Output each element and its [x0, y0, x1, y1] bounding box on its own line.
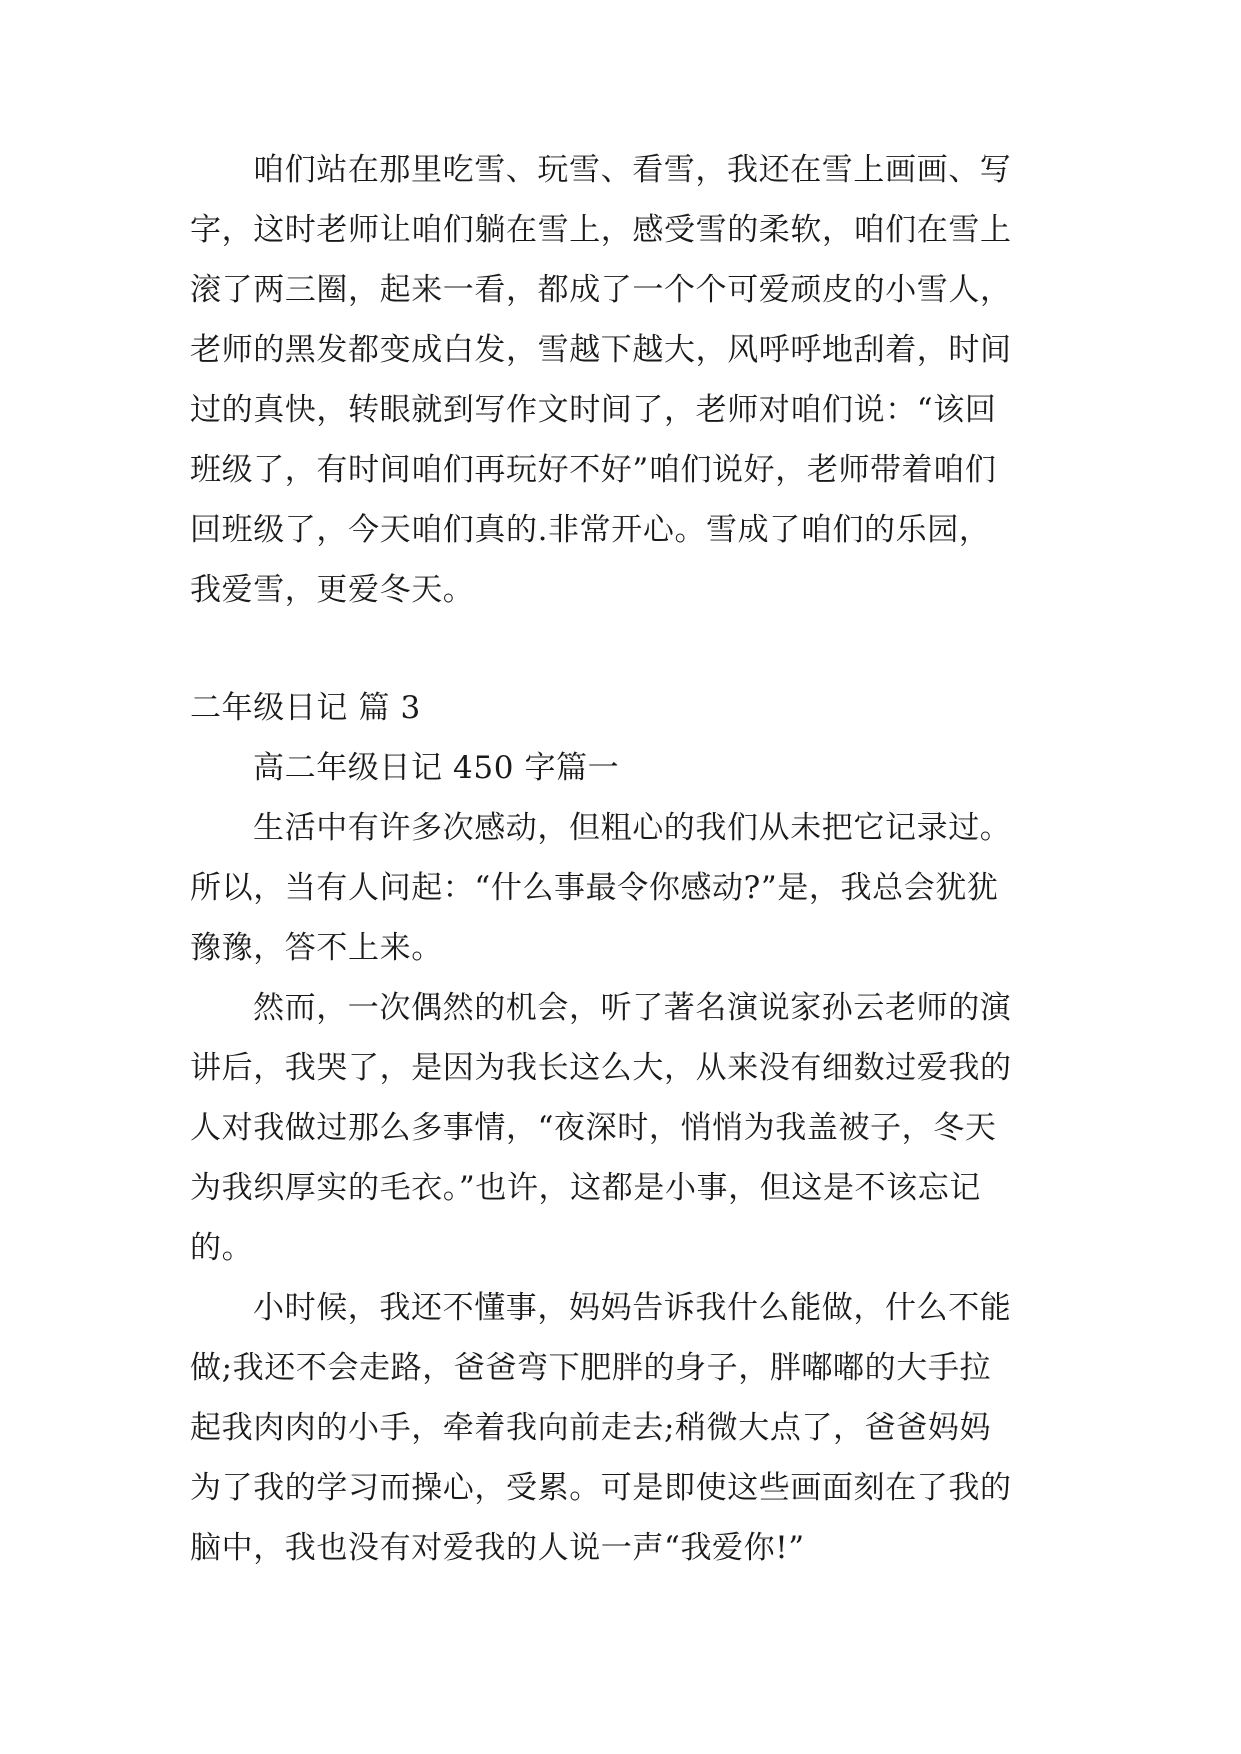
- paragraph-3-line-2: 讲后，我哭了，是因为我长这么大，从来没有细数过爱我的: [190, 1050, 1012, 1086]
- paragraph-1-line-8: 我爱雪，更爱冬天。: [190, 572, 475, 608]
- paragraph-4-line-5: 脑中，我也没有对爱我的人说一声“我爱你!”: [190, 1530, 805, 1566]
- paragraph-4-line-3: 起我肉肉的小手，牵着我向前走去;稍微大点了，爸爸妈妈: [190, 1410, 992, 1446]
- paragraph-3-line-3: 人对我做过那么多事情，“夜深时，悄悄为我盖被子，冬天: [190, 1110, 997, 1146]
- paragraph-3-line-1: 然而，一次偶然的机会，听了著名演说家孙云老师的演: [253, 990, 1012, 1026]
- paragraph-1-line-3: 滚了两三圈，起来一看，都成了一个个可爱顽皮的小雪人，: [190, 272, 1012, 308]
- paragraph-1-line-6: 班级了，有时间咱们再玩好不好”咱们说好，老师带着咱们: [190, 452, 997, 488]
- section-title: 二年级日记 篇 3: [190, 690, 421, 726]
- paragraph-4-line-2: 做;我还不会走路，爸爸弯下肥胖的身子，胖嘟嘟的大手拉: [190, 1350, 992, 1386]
- paragraph-2-line-3: 豫豫，答不上来。: [190, 930, 443, 966]
- paragraph-3-line-4: 为我织厚实的毛衣。”也许，这都是小事，但这是不该忘记: [190, 1170, 981, 1206]
- paragraph-2-line-1: 生活中有许多次感动，但粗心的我们从未把它记录过。: [253, 810, 1012, 846]
- paragraph-1-line-5: 过的真快，转眼就到写作文时间了，老师对咱们说：“该回: [190, 392, 997, 428]
- paragraph-4-line-4: 为了我的学习而操心，受累。可是即使这些画面刻在了我的: [190, 1470, 1012, 1506]
- paragraph-4-line-1: 小时候，我还不懂事，妈妈告诉我什么能做，什么不能: [253, 1290, 1012, 1326]
- subtitle: 高二年级日记 450 字篇一: [253, 750, 620, 786]
- paragraph-1-line-2: 字，这时老师让咱们躺在雪上，感受雪的柔软，咱们在雪上: [190, 212, 1012, 248]
- paragraph-1-line-4: 老师的黑发都变成白发，雪越下越大，风呼呼地刮着，时间: [190, 332, 1012, 368]
- paragraph-2-line-2: 所以，当有人问起：“什么事最令你感动?”是，我总会犹犹: [190, 870, 999, 906]
- paragraph-1-line-7: 回班级了，今天咱们真的.非常开心。雪成了咱们的乐园，: [190, 512, 991, 548]
- paragraph-3-line-5: 的。: [190, 1230, 254, 1266]
- paragraph-1-line-1: 咱们站在那里吃雪、玩雪、看雪，我还在雪上画画、写: [253, 152, 1012, 188]
